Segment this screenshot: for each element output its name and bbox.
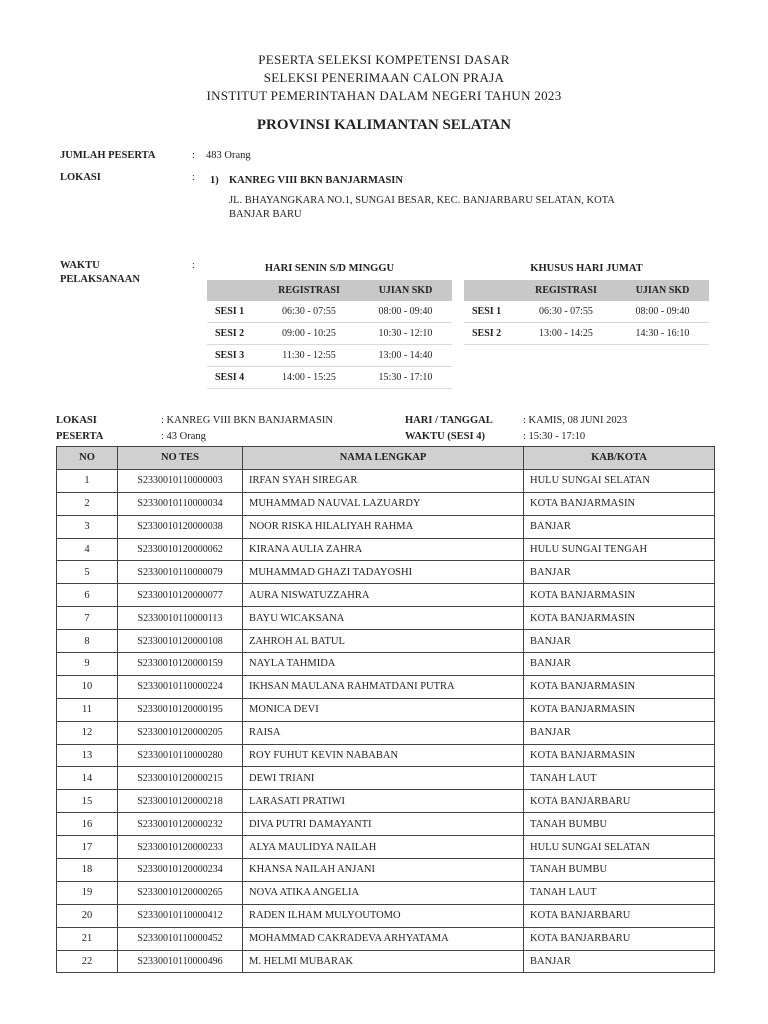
row-kab-kota: KOTA BANJARBARU <box>524 904 715 927</box>
row-nama: KIRANA AULIA ZAHRA <box>243 538 524 561</box>
jumlah-label: JUMLAH PESERTA <box>60 150 156 161</box>
participant-table <box>56 446 715 973</box>
colon: : <box>192 172 195 183</box>
row-no-tes: S2330010120000195 <box>118 698 243 721</box>
row-no-tes: S2330010120000077 <box>118 584 243 607</box>
table-row <box>57 881 715 904</box>
friday-schedule-table <box>464 280 709 345</box>
row-nama: KHANSA NAILAH ANJANI <box>243 859 524 882</box>
session-lokasi-label: LOKASI <box>56 415 97 426</box>
lokasi-number: 1) <box>210 175 219 186</box>
row-no: 12 <box>57 721 118 744</box>
row-no-tes: S2330010120000159 <box>118 653 243 676</box>
row-kab-kota: KOTA BANJARMASIN <box>524 675 715 698</box>
row-no-tes: S2330010120000215 <box>118 767 243 790</box>
row-nama: NAYLA TAHMIDA <box>243 653 524 676</box>
table-row <box>57 767 715 790</box>
province-title: PROVINSI KALIMANTAN SELATAN <box>256 117 512 133</box>
col-registrasi: REGISTRASI <box>259 280 359 301</box>
address-line-1: JL. BHAYANGKARA NO.1, SUNGAI BESAR, KEC. BANJARBARU SELATAN, KOTA <box>229 195 615 206</box>
row-kab-kota: KOTA BANJARBARU <box>524 927 715 950</box>
table-row <box>57 561 715 584</box>
schedule-row: SESI 1 06:30 - 07:55 08:00 - 09:40 <box>464 301 709 323</box>
row-no: 13 <box>57 744 118 767</box>
row-kab-kota: KOTA BANJARBARU <box>524 790 715 813</box>
session-waktu-value: : 15:30 - 17:10 <box>523 431 586 442</box>
table-row <box>57 515 715 538</box>
row-no-tes: S2330010120000062 <box>118 538 243 561</box>
header-no-tes: NO TES <box>118 447 243 470</box>
table-row <box>57 904 715 927</box>
row-kab-kota: KOTA BANJARMASIN <box>524 607 715 630</box>
row-no: 4 <box>57 538 118 561</box>
waktu-label-2: PELAKSANAAN <box>60 274 140 285</box>
row-kab-kota: HULU SUNGAI SELATAN <box>524 469 715 492</box>
row-no-tes: S2330010110000113 <box>118 607 243 630</box>
row-no: 6 <box>57 584 118 607</box>
row-nama: ROY FUHUT KEVIN NABABAN <box>243 744 524 767</box>
row-kab-kota: KOTA BANJARMASIN <box>524 698 715 721</box>
row-kab-kota: TANAH BUMBU <box>524 813 715 836</box>
row-no: 16 <box>57 813 118 836</box>
row-no: 15 <box>57 790 118 813</box>
row-nama: RADEN ILHAM MULYOUTOMO <box>243 904 524 927</box>
row-no: 11 <box>57 698 118 721</box>
table-row <box>57 744 715 767</box>
table-row <box>57 653 715 676</box>
row-kab-kota: HULU SUNGAI SELATAN <box>524 836 715 859</box>
row-no: 22 <box>57 950 118 973</box>
row-no: 8 <box>57 630 118 653</box>
row-no-tes: S2330010110000280 <box>118 744 243 767</box>
row-kab-kota: BANJAR <box>524 561 715 584</box>
col-ujian: UJIAN SKD <box>616 280 709 301</box>
table-row <box>57 492 715 515</box>
address-line-2: BANJAR BARU <box>229 209 302 220</box>
row-nama: RAISA <box>243 721 524 744</box>
title-line-1: PESERTA SELEKSI KOMPETENSI DASAR <box>258 52 510 67</box>
row-no: 19 <box>57 881 118 904</box>
row-kab-kota: BANJAR <box>524 950 715 973</box>
table-row <box>57 927 715 950</box>
title-line-2: SELEKSI PENERIMAAN CALON PRAJA <box>263 70 505 85</box>
row-nama: IKHSAN MAULANA RAHMATDANI PUTRA <box>243 675 524 698</box>
session-lokasi-value: : KANREG VIII BKN BANJARMASIN <box>161 415 333 426</box>
row-no-tes: S2330010110000224 <box>118 675 243 698</box>
jumlah-value: 483 Orang <box>206 150 251 161</box>
lokasi-name: KANREG VIII BKN BANJARMASIN <box>229 175 403 186</box>
row-nama: DIVA PUTRI DAMAYANTI <box>243 813 524 836</box>
col-registrasi: REGISTRASI <box>516 280 616 301</box>
row-nama: AURA NISWATUZZAHRA <box>243 584 524 607</box>
table-row <box>57 950 715 973</box>
row-no: 1 <box>57 469 118 492</box>
row-kab-kota: BANJAR <box>524 653 715 676</box>
table-row <box>57 630 715 653</box>
table-row <box>57 607 715 630</box>
row-no: 20 <box>57 904 118 927</box>
table-row <box>57 698 715 721</box>
schedule-row: SESI 3 11:30 - 12:55 13:00 - 14:40 <box>207 345 452 367</box>
table-row <box>57 790 715 813</box>
row-no: 21 <box>57 927 118 950</box>
session-hari-label: HARI / TANGGAL <box>405 415 493 426</box>
row-nama: ALYA MAULIDYA NAILAH <box>243 836 524 859</box>
row-kab-kota: TANAH LAUT <box>524 767 715 790</box>
row-nama: BAYU WICAKSANA <box>243 607 524 630</box>
weekday-schedule-title: HARI SENIN S/D MINGGU <box>264 263 395 274</box>
row-kab-kota: KOTA BANJARMASIN <box>524 744 715 767</box>
row-nama: MONICA DEVI <box>243 698 524 721</box>
row-no-tes: S2330010120000233 <box>118 836 243 859</box>
row-no: 17 <box>57 836 118 859</box>
row-kab-kota: TANAH LAUT <box>524 881 715 904</box>
colon: : <box>192 260 195 271</box>
table-row <box>57 584 715 607</box>
schedule-row: SESI 2 09:00 - 10:25 10:30 - 12:10 <box>207 323 452 345</box>
row-no-tes: S2330010120000038 <box>118 515 243 538</box>
table-row <box>57 859 715 882</box>
row-no: 7 <box>57 607 118 630</box>
row-nama: MUHAMMAD GHAZI TADAYOSHI <box>243 561 524 584</box>
weekday-schedule-table <box>207 280 452 389</box>
row-no: 2 <box>57 492 118 515</box>
row-no-tes: S2330010110000034 <box>118 492 243 515</box>
table-row <box>57 721 715 744</box>
row-no: 14 <box>57 767 118 790</box>
row-no: 3 <box>57 515 118 538</box>
row-no-tes: S2330010120000265 <box>118 881 243 904</box>
row-no: 10 <box>57 675 118 698</box>
row-no: 9 <box>57 653 118 676</box>
row-no: 18 <box>57 859 118 882</box>
row-nama: ZAHROH AL BATUL <box>243 630 524 653</box>
row-no-tes: S2330010110000079 <box>118 561 243 584</box>
header-kab-kota: KAB/KOTA <box>524 447 715 470</box>
table-row <box>57 538 715 561</box>
table-row <box>57 813 715 836</box>
waktu-label-1: WAKTU <box>60 260 100 271</box>
row-kab-kota: HULU SUNGAI TENGAH <box>524 538 715 561</box>
row-kab-kota: KOTA BANJARMASIN <box>524 492 715 515</box>
header-no: NO <box>57 447 118 470</box>
row-no-tes: S2330010120000218 <box>118 790 243 813</box>
friday-schedule-title: KHUSUS HARI JUMAT <box>530 263 643 274</box>
row-nama: M. HELMI MUBARAK <box>243 950 524 973</box>
table-row <box>57 469 715 492</box>
session-peserta-value: : 43 Orang <box>161 431 206 442</box>
schedule-row: SESI 1 06:30 - 07:55 08:00 - 09:40 <box>207 301 452 323</box>
lokasi-label: LOKASI <box>60 172 101 183</box>
row-no-tes: S2330010110000496 <box>118 950 243 973</box>
session-peserta-label: PESERTA <box>56 431 104 442</box>
row-nama: MUHAMMAD NAUVAL LAZUARDY <box>243 492 524 515</box>
row-nama: IRFAN SYAH SIREGAR <box>243 469 524 492</box>
schedule-row: SESI 4 14:00 - 15:25 15:30 - 17:10 <box>207 367 452 389</box>
row-no-tes: S2330010110000452 <box>118 927 243 950</box>
row-kab-kota: TANAH BUMBU <box>524 859 715 882</box>
row-nama: DEWI TRIANI <box>243 767 524 790</box>
row-no-tes: S2330010120000205 <box>118 721 243 744</box>
colon: : <box>192 150 195 161</box>
col-ujian: UJIAN SKD <box>359 280 452 301</box>
row-kab-kota: BANJAR <box>524 721 715 744</box>
row-no-tes: S2330010120000108 <box>118 630 243 653</box>
header-nama: NAMA LENGKAP <box>243 447 524 470</box>
row-no-tes: S2330010110000003 <box>118 469 243 492</box>
row-nama: MOHAMMAD CAKRADEVA ARHYATAMA <box>243 927 524 950</box>
row-nama: NOOR RISKA HILALIYAH RAHMA <box>243 515 524 538</box>
row-no-tes: S2330010120000234 <box>118 859 243 882</box>
table-row <box>57 675 715 698</box>
session-hari-value: : KAMIS, 08 JUNI 2023 <box>523 415 628 426</box>
row-nama: NOVA ATIKA ANGELIA <box>243 881 524 904</box>
row-kab-kota: KOTA BANJARMASIN <box>524 584 715 607</box>
row-kab-kota: BANJAR <box>524 515 715 538</box>
row-nama: LARASATI PRATIWI <box>243 790 524 813</box>
row-no-tes: S2330010120000232 <box>118 813 243 836</box>
session-waktu-label: WAKTU (SESI 4) <box>405 431 485 442</box>
row-no-tes: S2330010110000412 <box>118 904 243 927</box>
row-kab-kota: BANJAR <box>524 630 715 653</box>
schedule-row: SESI 2 13:00 - 14:25 14:30 - 16:10 <box>464 323 709 345</box>
table-row <box>57 836 715 859</box>
row-no: 5 <box>57 561 118 584</box>
title-line-3: INSTITUT PEMERINTAHAN DALAM NEGERI TAHUN 2023 <box>206 88 562 103</box>
